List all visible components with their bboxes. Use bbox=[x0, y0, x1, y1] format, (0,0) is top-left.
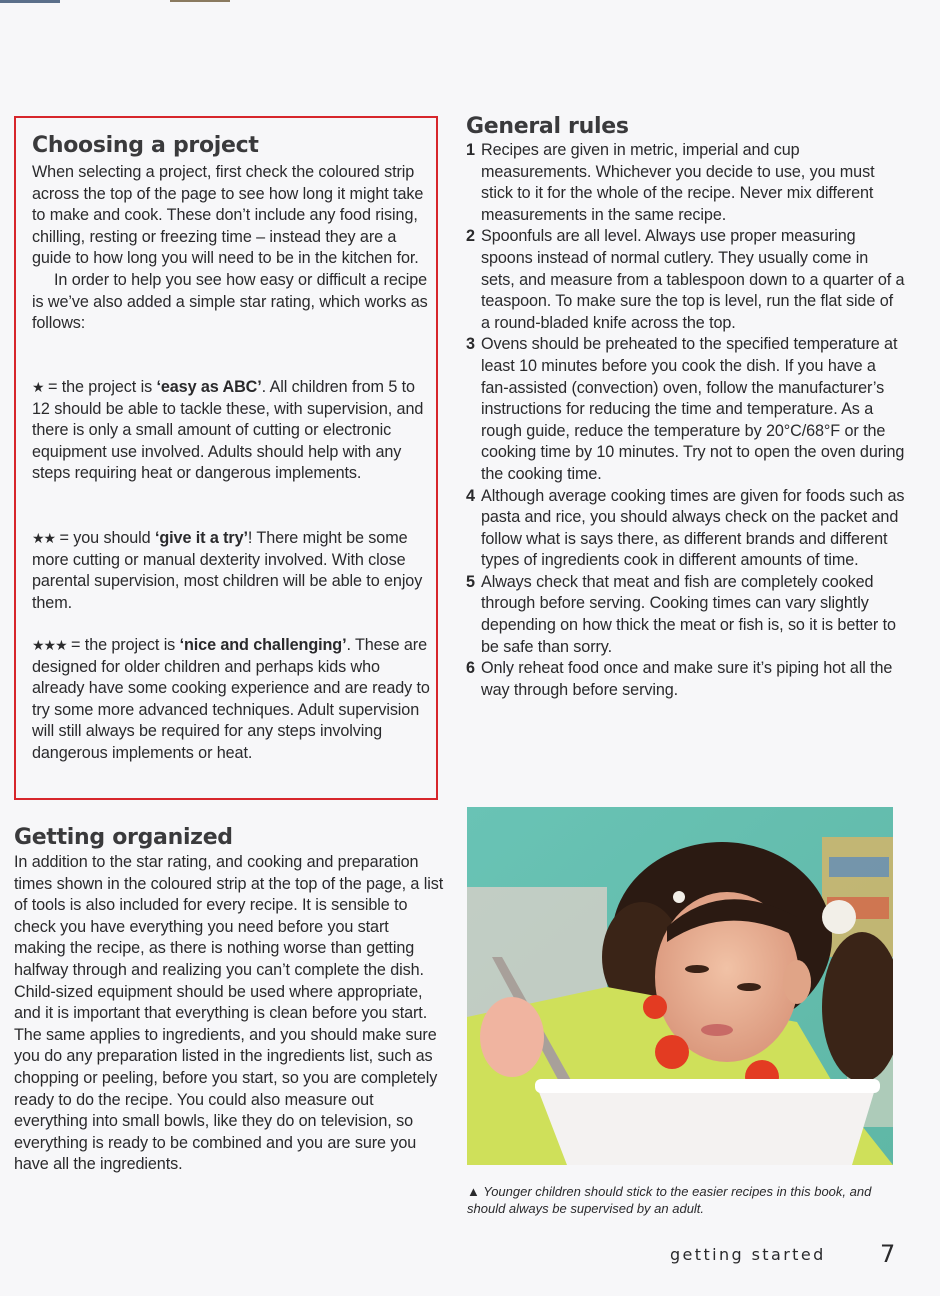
rule-number: 2 bbox=[466, 227, 475, 246]
rating-description: . These are designed for older children and perhaps kids who already have some cooking experience and are ready to try some more advanced techniques. Adult supervision will still always be required for any steps involving dangerous implements or heat. bbox=[32, 636, 430, 762]
rule-text: Only reheat food once and make sure it’s piping hot all the way through before serving. bbox=[481, 659, 893, 699]
rating-two-stars bbox=[32, 528, 436, 614]
triangle-up-icon: ▲ bbox=[467, 1184, 480, 1199]
general-rules-list bbox=[466, 140, 906, 701]
section-footer-label: getting started bbox=[670, 1245, 826, 1264]
choosing-project-box bbox=[14, 116, 438, 800]
rating-label: ‘easy as ABC’ bbox=[156, 378, 262, 396]
rule-text: Recipes are given in metric, imperial and cup measurements. Whichever you decide to use, you must stick to it for the whole of the recipe. Never mix different measurements in the same recipe. bbox=[481, 141, 875, 224]
rule-number: 1 bbox=[466, 141, 475, 159]
caption-text: Younger children should stick to the easier recipes in this book, and should always be supervised by an adult. bbox=[467, 1184, 872, 1216]
rule-item bbox=[466, 334, 906, 485]
photo-caption bbox=[467, 1183, 907, 1217]
choosing-project-intro bbox=[32, 162, 432, 335]
rule-number: 4 bbox=[466, 486, 475, 505]
rule-text: Always check that meat and fish are completely cooked through before serving. Cooking times can vary slightly depending on how thick the meat or fish is, so it is better to be safe than sorry. bbox=[481, 572, 896, 656]
rating-description: ! There might be some more cutting or manual dexterity involved. With close parental supervision, most children will be able to enjoy them. bbox=[32, 529, 423, 612]
edge-artifact bbox=[170, 0, 230, 2]
page-number: 7 bbox=[880, 1240, 896, 1268]
getting-organized-body: In addition to the star rating, and cooking and preparation times shown in the coloured strip at the top of the page, a list of tools is also included for every recipe. It is sensible to check you have everything you need before you start making the recipe, as there is nothing worse than getting halfway through and realizing you can’t complete the dish. Child-sized equipment should be used where appropriate, and it is important that everything is clean before you start. The same applies to ingredients, and you should make sure you do any preparation listed in the ingredients list, such as chopping or peeling, before you start, so you are completely ready to do the recipe. You could also measure out everything into small bowls, like they do on television, so everything is ready to be combined and you are sure you have all the ingredients. bbox=[14, 853, 444, 1174]
rule-item bbox=[466, 658, 906, 701]
rule-item bbox=[466, 140, 906, 226]
rating-prefix: = the project is bbox=[66, 636, 180, 654]
star-icon: ★★ bbox=[32, 530, 56, 546]
rating-prefix: = the project is bbox=[43, 378, 157, 396]
getting-organized-heading: Getting organized bbox=[14, 825, 233, 850]
rule-number: 6 bbox=[466, 659, 475, 678]
rule-text: Spoonfuls are all level. Always use proper measuring spoons instead of normal cutlery. They usually come in sets, and measure from a tablespoon down to a quarter of a teaspoon. To make sure the top is level, run the flat side of a round-bladed knife across the top. bbox=[481, 227, 905, 332]
rating-label: ‘nice and challenging’ bbox=[179, 636, 347, 654]
rule-text: Ovens should be preheated to the specified temperature at least 10 minutes before you cook the dish. If you have a fan-assisted (convection) oven, follow the manufacturer’s instructions for reducing the time and temperature. As a rough guide, reduce the temperature by 20°C/68°F or the cooking time by 10 minutes. Try not to open the oven during the cooking time. bbox=[481, 335, 905, 483]
rule-item bbox=[466, 226, 906, 334]
star-icon: ★ bbox=[32, 379, 44, 395]
rating-description: . All children from 5 to 12 should be able to tackle these, with supervision, and there is only a small amount of cutting or electronic equipment use involved. Adults should help with any steps requiring heat or dangerous implements. bbox=[32, 378, 424, 483]
rating-one-star bbox=[32, 377, 436, 485]
rating-label: ‘give it a try’ bbox=[154, 529, 248, 547]
general-rules-heading: General rules bbox=[466, 114, 629, 139]
rule-item bbox=[466, 572, 906, 658]
choosing-project-heading: Choosing a project bbox=[32, 133, 259, 158]
general-rules-section bbox=[466, 114, 906, 701]
intro-paragraph: When selecting a project, first check the coloured strip across the top of the page to see how long it might take to make and cook. These don’t include any food rising, chilling, resting or freezing time – instead they are a guide to how long you will need to be in the kitchen for. bbox=[32, 163, 424, 268]
rule-text: Although average cooking times are given for foods such as pasta and rice, you should always check on the packet and follow what is says there, as different brands and different types of ingredients cook in different amounts of time. bbox=[481, 486, 905, 570]
intro-paragraph: In order to help you see how easy or difficult a recipe is we’ve also added a simple star rating, which works as follows: bbox=[32, 270, 428, 333]
getting-organized-section bbox=[14, 825, 444, 1176]
child-cooking-photo bbox=[467, 807, 893, 1165]
star-icon: ★★★ bbox=[32, 637, 67, 653]
edge-artifact bbox=[0, 0, 60, 3]
top-edge-strip bbox=[0, 0, 940, 6]
rating-prefix: = you should bbox=[55, 529, 155, 547]
rating-three-stars bbox=[32, 635, 436, 765]
rule-number: 5 bbox=[466, 572, 475, 591]
rule-number: 3 bbox=[466, 335, 475, 354]
rule-item bbox=[466, 486, 906, 572]
